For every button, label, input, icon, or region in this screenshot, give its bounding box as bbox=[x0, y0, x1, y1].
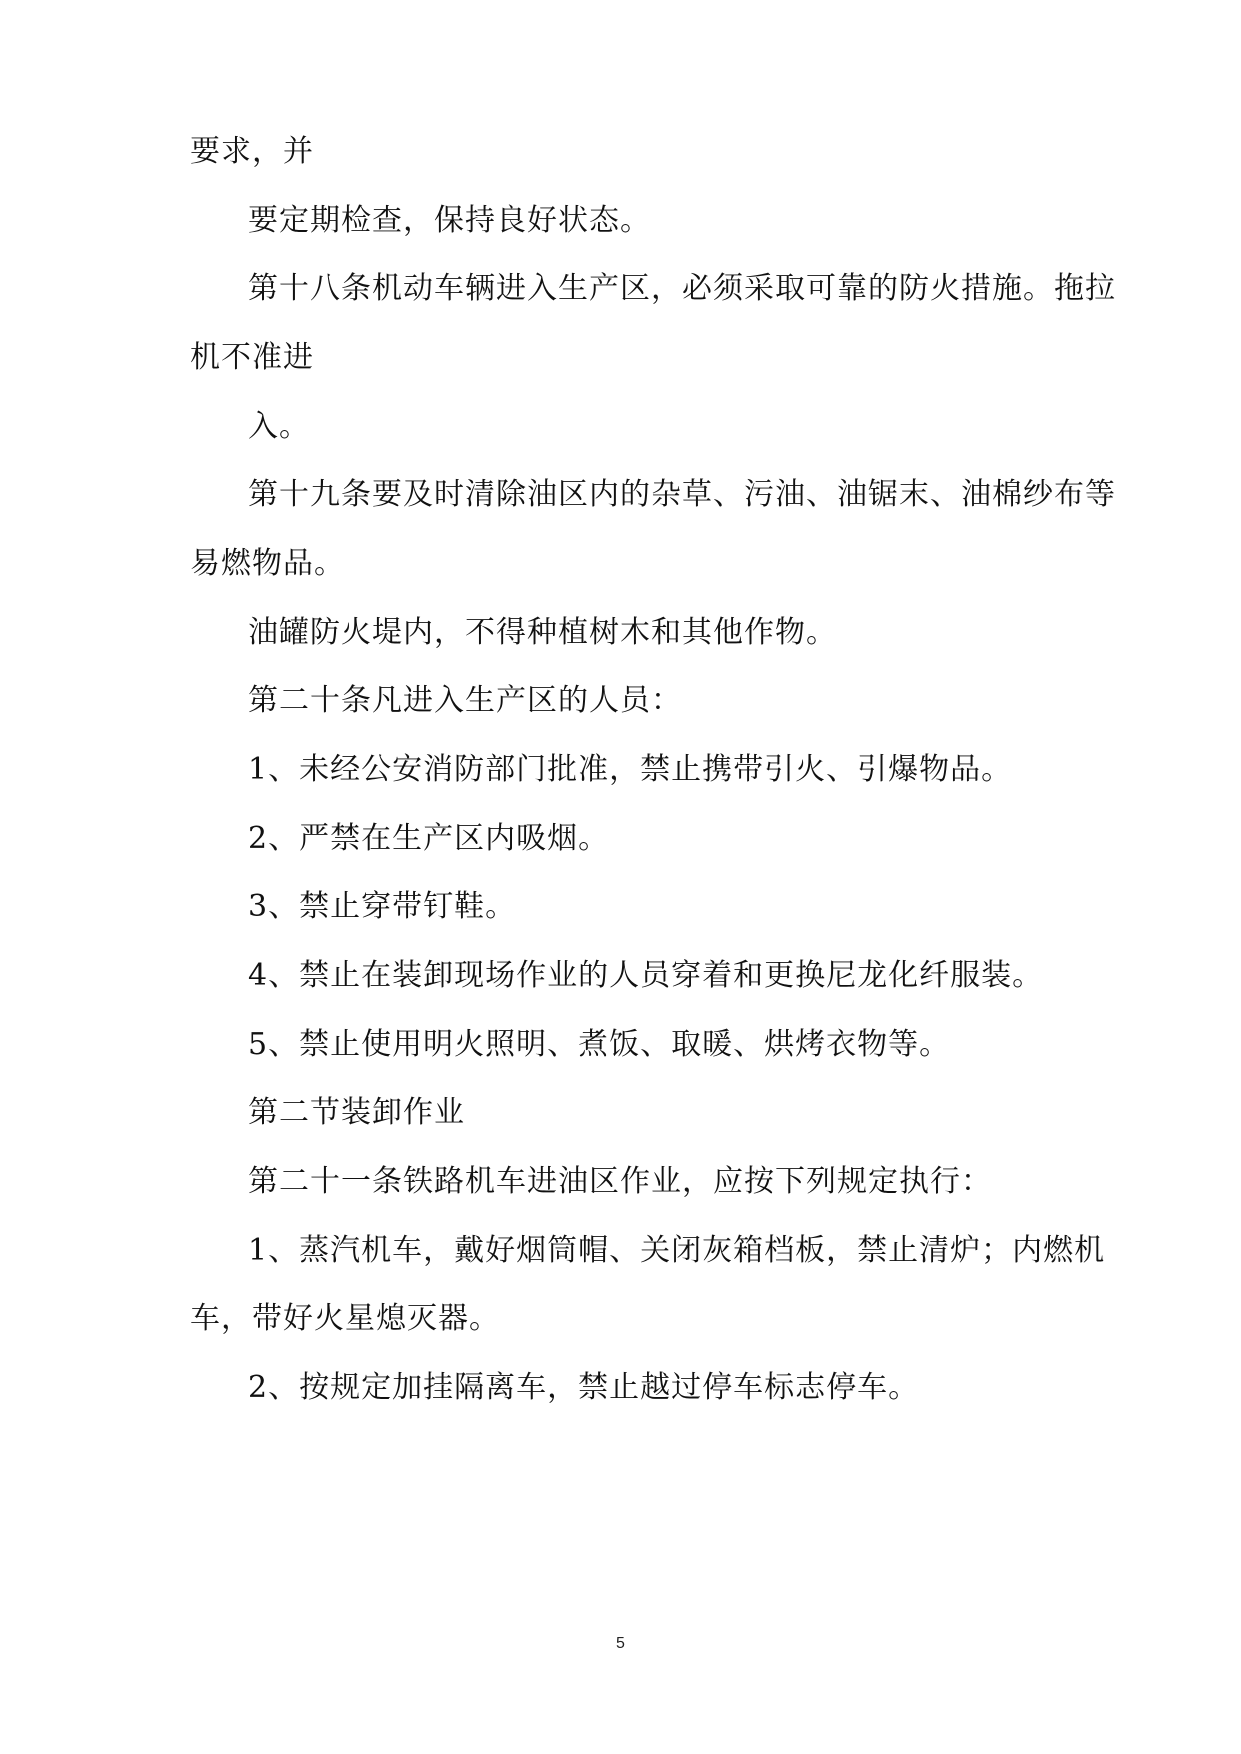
list-item: 4、禁止在装卸现场作业的人员穿着和更换尼龙化纤服装。 bbox=[248, 958, 1044, 993]
text-line: 要定期检查，保持良好状态。 bbox=[248, 203, 651, 238]
text-line: 第二十条凡进入生产区的人员： bbox=[248, 683, 682, 718]
text-line: 要求，并 bbox=[190, 134, 314, 169]
list-item: 1、蒸汽机车，戴好烟筒帽、关闭灰箱档板，禁止清炉；内燃机 bbox=[248, 1233, 1106, 1268]
list-item: 5、禁止使用明火照明、煮饭、取暖、烘烤衣物等。 bbox=[248, 1027, 951, 1062]
text-line: 机不准进 bbox=[190, 340, 314, 375]
text-line: 第十九条要及时清除油区内的杂草、污油、油锯末、油棉纱布等 bbox=[248, 477, 1116, 512]
text-line: 第二十一条铁路机车进油区作业，应按下列规定执行： bbox=[248, 1164, 992, 1199]
list-item: 2、按规定加挂隔离车，禁止越过停车标志停车。 bbox=[248, 1370, 920, 1405]
page-number: 5 bbox=[616, 1635, 625, 1652]
list-item: 3、禁止穿带钉鞋。 bbox=[248, 889, 517, 924]
text-line: 入。 bbox=[248, 409, 310, 444]
list-item: 2、严禁在生产区内吸烟。 bbox=[248, 821, 610, 856]
section-heading: 第二节装卸作业 bbox=[248, 1095, 465, 1130]
text-line: 第十八条机动车辆进入生产区，必须采取可靠的防火措施。拖拉 bbox=[248, 271, 1116, 306]
text-line: 易燃物品。 bbox=[190, 546, 345, 581]
text-line: 油罐防火堤内，不得种植树木和其他作物。 bbox=[248, 615, 837, 650]
list-item: 1、未经公安消防部门批准，禁止携带引火、引爆物品。 bbox=[248, 752, 1013, 787]
text-line: 车，带好火星熄灭器。 bbox=[190, 1301, 500, 1336]
